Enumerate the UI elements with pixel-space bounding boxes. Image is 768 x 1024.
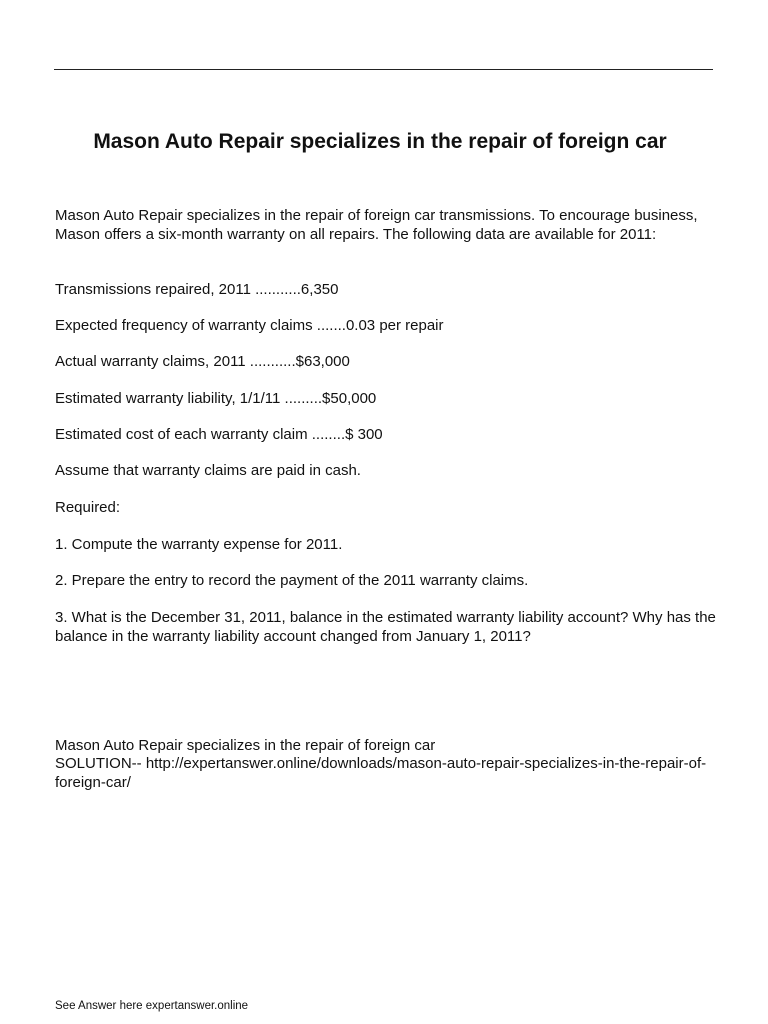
required-label: Required: [55,499,121,516]
assumption-text: Assume that warranty claims are paid in cash. [55,462,361,479]
data-line-actual-claims: Actual warranty claims, 2011 ...........$63,000 [55,353,350,370]
page-title: Mason Auto Repair specializes in the repair of foreign car [93,130,667,153]
intro-paragraph: Mason Auto Repair specializes in the repair of foreign car transmissions. To encourage business, Mason offers a six-month warranty on all repairs. The following data are available for 2011: [55,207,698,243]
data-line-claim-cost: Estimated cost of each warranty claim ........$ 300 [55,426,383,443]
solution-heading: Mason Auto Repair specializes in the repair of foreign car [55,737,436,754]
header-divider [54,69,713,70]
question-1: 1. Compute the warranty expense for 2011. [55,536,343,553]
footer-note: See Answer here expertanswer.online [55,1000,249,1012]
question-2: 2. Prepare the entry to record the payment of the 2011 warranty claims. [55,572,529,589]
data-line-transmissions: Transmissions repaired, 2011 ...........6,350 [55,281,339,298]
data-line-estimated-liability: Estimated warranty liability, 1/1/11 .........$50,000 [55,390,377,407]
question-3: 3. What is the December 31, 2011, balance in the estimated warranty liability account? Why has the balance in the warranty liability account changed from January 1, 2011? [55,609,716,645]
data-line-claim-frequency: Expected frequency of warranty claims .......0.03 per repair [55,317,444,334]
solution-link[interactable]: SOLUTION-- http://expertanswer.online/downloads/mason-auto-repair-specializes-in-the-repair-of-foreign-car/ [55,755,707,791]
